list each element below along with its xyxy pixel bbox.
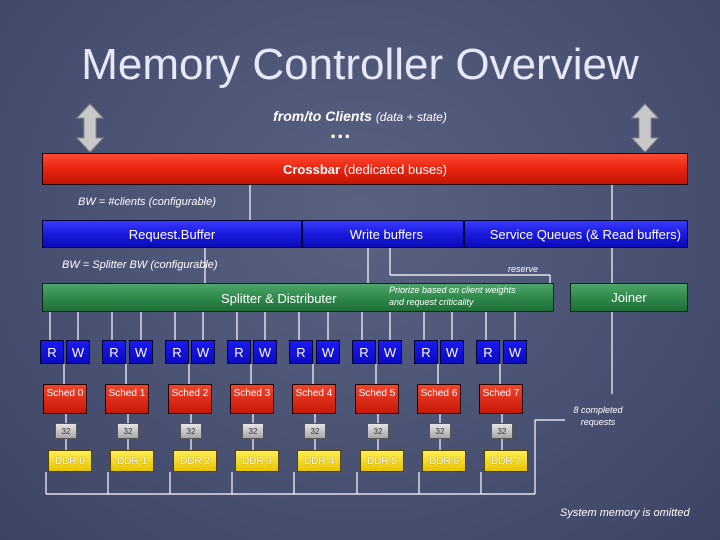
write-queue-2: W (191, 340, 215, 364)
write-queue-3: W (253, 340, 277, 364)
splitter-label: Splitter & Distributer (221, 291, 337, 306)
ddr-3: DDR 3 (235, 450, 279, 472)
bus-width-1: 32 (117, 423, 139, 439)
ddr-5: DDR 5 (360, 450, 404, 472)
scheduler-1: Sched 1 (105, 384, 149, 414)
ddr-4: DDR 4 (297, 450, 341, 472)
priorize-note: Priorize based on client weights and request criticality (389, 285, 516, 307)
ddr-1: DDR 1 (110, 450, 154, 472)
ddr-0: DDR 0 (48, 450, 92, 472)
service-queues-label: Service Queues (& Read buffers) (489, 226, 681, 242)
read-queue-7: R (476, 340, 500, 364)
bw-clients-note: BW = #clients (configurable) (78, 196, 216, 208)
read-queue-2: R (165, 340, 189, 364)
scheduler-5: Sched 5 (355, 384, 399, 414)
read-queue-6: R (414, 340, 438, 364)
ddr-6: DDR 6 (422, 450, 466, 472)
bus-width-5: 32 (367, 423, 389, 439)
clients-ellipsis: ... (330, 118, 352, 143)
clients-main-label: from/to Clients (273, 108, 372, 124)
bus-width-6: 32 (429, 423, 451, 439)
request-buffer-label: Request.Buffer (128, 226, 216, 242)
crossbar-box (42, 153, 688, 185)
scheduler-2: Sched 2 (168, 384, 212, 414)
bus-width-0: 32 (55, 423, 77, 439)
read-queue-0: R (40, 340, 64, 364)
bus-width-2: 32 (180, 423, 202, 439)
clients-sub-label: (data + state) (375, 110, 447, 124)
scheduler-4: Sched 4 (292, 384, 336, 414)
system-memory-omitted-note: System memory is omitted (560, 507, 690, 519)
joiner-box (570, 283, 688, 312)
scheduler-6: Sched 6 (417, 384, 461, 414)
ddr-7: DDR 7 (484, 450, 528, 472)
read-queue-5: R (352, 340, 376, 364)
bus-width-7: 32 (491, 423, 513, 439)
write-buffers-box (302, 220, 464, 248)
scheduler-3: Sched 3 (230, 384, 274, 414)
write-queue-1: W (129, 340, 153, 364)
service-queues-box (464, 220, 688, 248)
read-queue-4: R (289, 340, 313, 364)
write-queue-5: W (378, 340, 402, 364)
scheduler-7: Sched 7 (479, 384, 523, 414)
ddr-2: DDR 2 (173, 450, 217, 472)
request-buffer-box (42, 220, 302, 248)
read-queue-1: R (102, 340, 126, 364)
joiner-label: Joiner (611, 290, 647, 305)
read-queue-3: R (227, 340, 251, 364)
crossbar-rest-label: (dedicated buses) (343, 161, 448, 177)
bus-width-3: 32 (242, 423, 264, 439)
crossbar-bold-label: Crossbar (282, 161, 341, 177)
scheduler-0: Sched 0 (43, 384, 87, 414)
clients-label (0, 108, 720, 124)
write-queue-6: W (440, 340, 464, 364)
write-buffers-label: Write buffers (349, 226, 423, 242)
reserve-note: reserve (508, 264, 539, 274)
write-queue-0: W (66, 340, 90, 364)
write-queue-4: W (316, 340, 340, 364)
page-title: Memory Controller Overview (81, 40, 639, 89)
completed-requests-note: 8 completed requests (573, 405, 623, 427)
write-queue-7: W (503, 340, 527, 364)
bw-splitter-note: BW = Splitter BW (configurable) (62, 259, 218, 271)
bus-width-4: 32 (304, 423, 326, 439)
